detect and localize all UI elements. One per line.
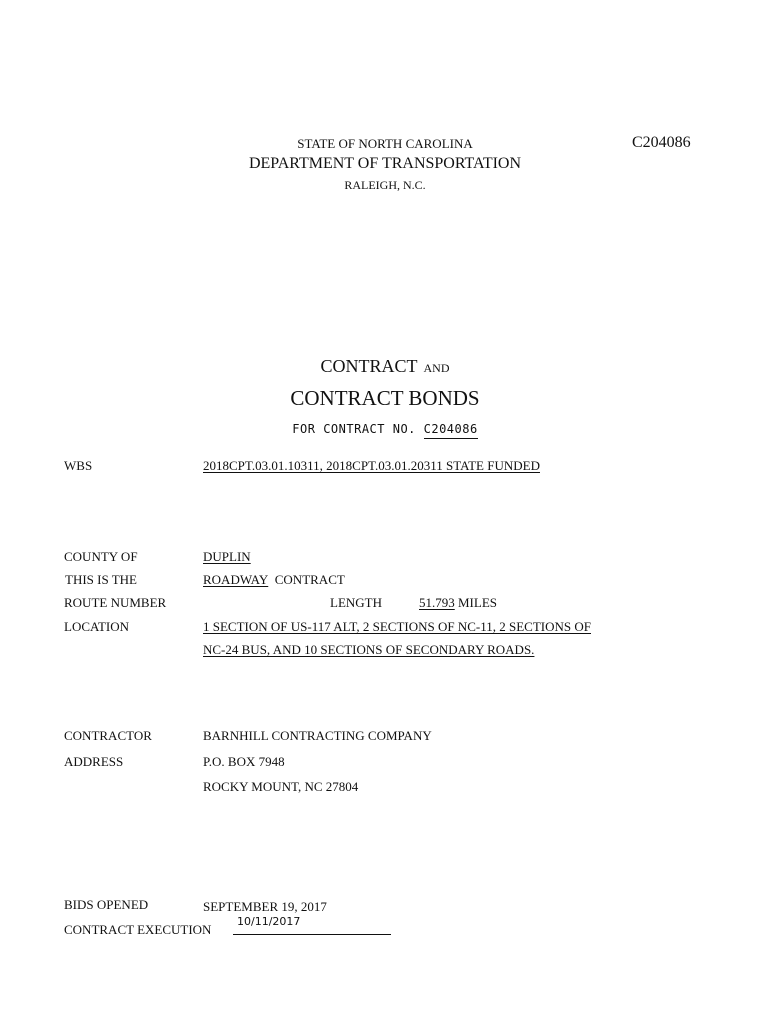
bids-opened-value: SEPTEMBER 19, 2017	[203, 899, 327, 914]
address-line-1: P.O. BOX 7948	[203, 754, 285, 769]
location-line-2: NC-24 BUS, AND 10 SECTIONS OF SECONDARY ROADS.	[203, 642, 535, 657]
contractor-name: BARNHILL CONTRACTING COMPANY	[203, 728, 432, 743]
title-contract-word: CONTRACT	[320, 356, 418, 376]
title-contract-bonds: CONTRACT BONDS	[290, 386, 480, 410]
title-and-word: AND	[423, 361, 450, 375]
for-contract-label: FOR CONTRACT NO.	[292, 422, 416, 436]
route-number-label: ROUTE NUMBER	[64, 595, 167, 610]
location-line-1: 1 SECTION OF US-117 ALT, 2 SECTIONS OF NC-11, 2 SECTIONS OF	[203, 619, 591, 634]
execution-signature-line	[233, 934, 391, 935]
length-unit: MILES	[458, 595, 497, 610]
title-contract	[0, 356, 770, 377]
this-is-label: THIS IS THE	[65, 572, 137, 587]
contractor-label: CONTRACTOR	[64, 728, 152, 743]
contract-execution-value: 10/11/2017	[237, 915, 301, 928]
length-line	[419, 595, 497, 611]
for-contract-line	[0, 422, 770, 436]
address-line-2: ROCKY MOUNT, NC 27804	[203, 779, 359, 794]
contract-number-corner: C204086	[632, 134, 691, 151]
bids-opened-label: BIDS OPENED	[64, 897, 149, 912]
county-label: COUNTY OF	[64, 549, 138, 564]
for-contract-number: C204086	[424, 422, 478, 439]
department-heading: DEPARTMENT OF TRANSPORTATION	[248, 155, 522, 172]
contract-type-value: ROADWAY	[203, 572, 269, 587]
wbs-value: 2018CPT.03.01.10311, 2018CPT.03.01.20311 STATE FUNDED	[203, 458, 540, 473]
location-label: LOCATION	[64, 619, 129, 634]
county-value: DUPLIN	[203, 549, 251, 564]
address-label: ADDRESS	[64, 754, 124, 769]
length-value: 51.793	[419, 595, 455, 610]
contract-execution-label: CONTRACT EXECUTION	[64, 922, 212, 937]
city-heading: RALEIGH, N.C.	[344, 178, 426, 192]
state-heading: STATE OF NORTH CAROLINA	[297, 136, 473, 151]
contract-type-line	[203, 572, 345, 588]
wbs-label: WBS	[64, 458, 93, 473]
length-label: LENGTH	[330, 595, 382, 610]
contract-type-word: CONTRACT	[274, 572, 345, 587]
